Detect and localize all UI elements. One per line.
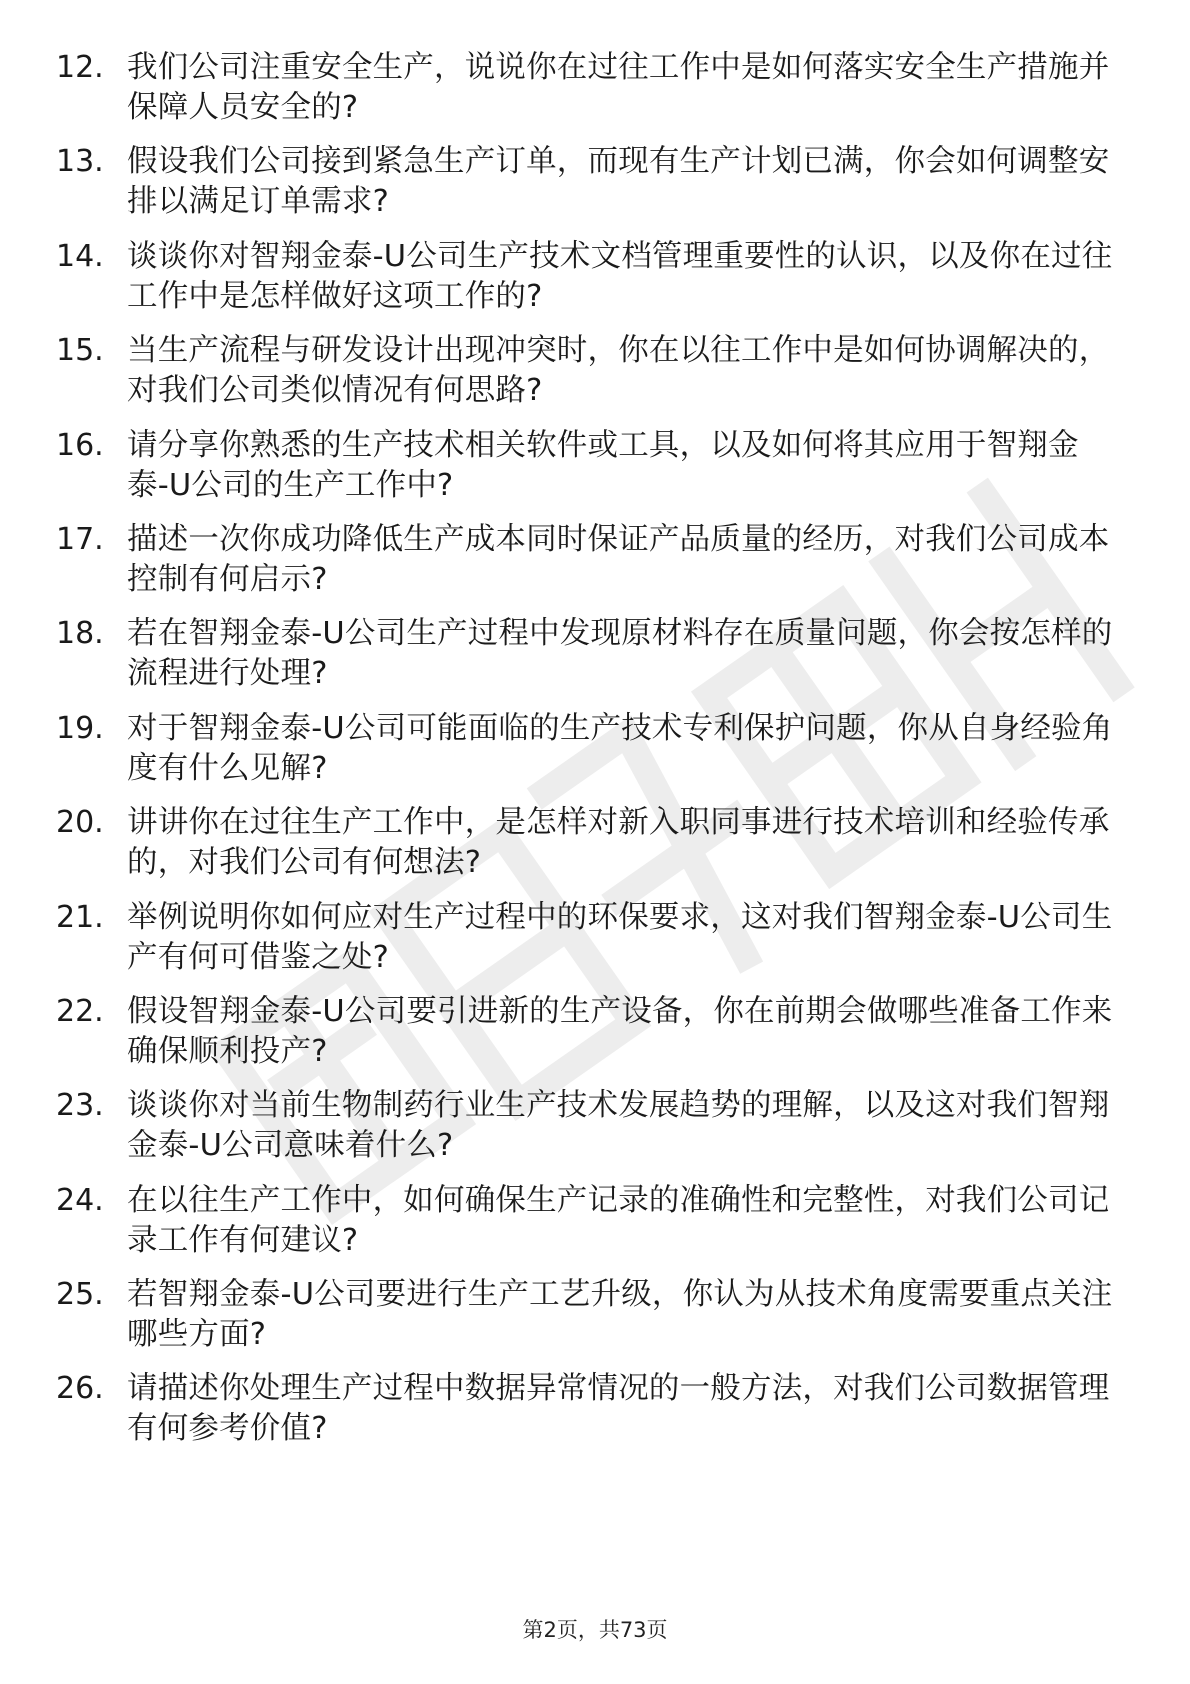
question-text: 在以往生产工作中，如何确保生产记录的准确性和完整性，对我们公司记录工作有何建议?	[127, 1182, 1110, 1258]
question-text: 谈谈你对智翔金泰-U公司生产技术文档管理重要性的认识，以及你在过往工作中是怎样做好这项工作的?	[127, 238, 1113, 314]
question-number: 24.	[56, 1182, 104, 1218]
question-number: 22.	[56, 993, 104, 1029]
question-text: 若在智翔金泰-U公司生产过程中发现原材料存在质量问题，你会按怎样的流程进行处理?	[127, 616, 1113, 692]
question-item	[0, 898, 1190, 992]
question-item	[0, 426, 1190, 520]
question-number: 19.	[56, 710, 104, 746]
question-number: 17.	[56, 521, 104, 557]
question-number: 23.	[56, 1088, 104, 1124]
question-number: 18.	[56, 616, 104, 652]
question-item	[0, 1086, 1190, 1180]
question-number: 14.	[56, 238, 104, 274]
question-number: 16.	[56, 427, 104, 463]
question-text: 我们公司注重安全生产，说说你在过往工作中是如何落实安全生产措施并保障人员安全的?	[127, 50, 1110, 125]
question-list	[0, 48, 1190, 1464]
question-text: 谈谈你对当前生物制药行业生产技术发展趋势的理解，以及这对我们智翔金泰-U公司意味着什么?	[127, 1088, 1110, 1164]
question-text: 请分享你熟悉的生产技术相关软件或工具，以及如何将其应用于智翔金泰-U公司的生产工作中?	[127, 427, 1079, 503]
question-item	[0, 709, 1190, 803]
question-number: 20.	[56, 805, 104, 841]
question-item	[0, 520, 1190, 614]
question-text: 假设我们公司接到紧急生产订单，而现有生产计划已满，你会如何调整安排以满足订单需求?	[127, 144, 1110, 220]
question-text: 描述一次你成功降低生产成本同时保证产品质量的经历，对我们公司成本控制有何启示?	[127, 521, 1110, 597]
question-text: 对于智翔金泰-U公司可能面临的生产技术专利保护问题，你从自身经验角度有什么见解?	[127, 710, 1113, 786]
question-number: 21.	[56, 899, 104, 935]
question-item	[0, 237, 1190, 331]
question-item	[0, 331, 1190, 425]
question-item	[0, 1181, 1190, 1275]
question-item	[0, 1369, 1190, 1463]
question-text: 请描述你处理生产过程中数据异常情况的一般方法，对我们公司数据管理有何参考价值?	[127, 1371, 1110, 1447]
question-item	[0, 142, 1190, 236]
question-number: 13.	[56, 144, 104, 180]
question-item	[0, 1275, 1190, 1369]
page-footer	[0, 1616, 1190, 1644]
question-item	[0, 48, 1190, 142]
question-text: 若智翔金泰-U公司要进行生产工艺升级，你认为从技术角度需要重点关注哪些方面?	[127, 1277, 1113, 1353]
question-number: 25.	[56, 1277, 104, 1313]
page-number-label: 第2页，共73页	[522, 1618, 668, 1642]
question-text: 举例说明你如何应对生产过程中的环保要求，这对我们智翔金泰-U公司生产有何可借鉴之处?	[127, 899, 1113, 975]
question-text: 讲讲你在过往生产工作中，是怎样对新入职同事进行技术培训和经验传承的，对我们公司有何想法?	[127, 805, 1110, 881]
question-item	[0, 803, 1190, 897]
question-item	[0, 614, 1190, 708]
question-number: 12.	[56, 50, 104, 85]
question-text: 假设智翔金泰-U公司要引进新的生产设备，你在前期会做哪些准备工作来确保顺利投产?	[127, 993, 1113, 1069]
question-item	[0, 992, 1190, 1086]
question-number: 15.	[56, 333, 104, 369]
question-number: 26.	[56, 1371, 104, 1407]
question-text: 当生产流程与研发设计出现冲突时，你在以往工作中是如何协调解决的，对我们公司类似情况有何思路?	[127, 333, 1110, 409]
